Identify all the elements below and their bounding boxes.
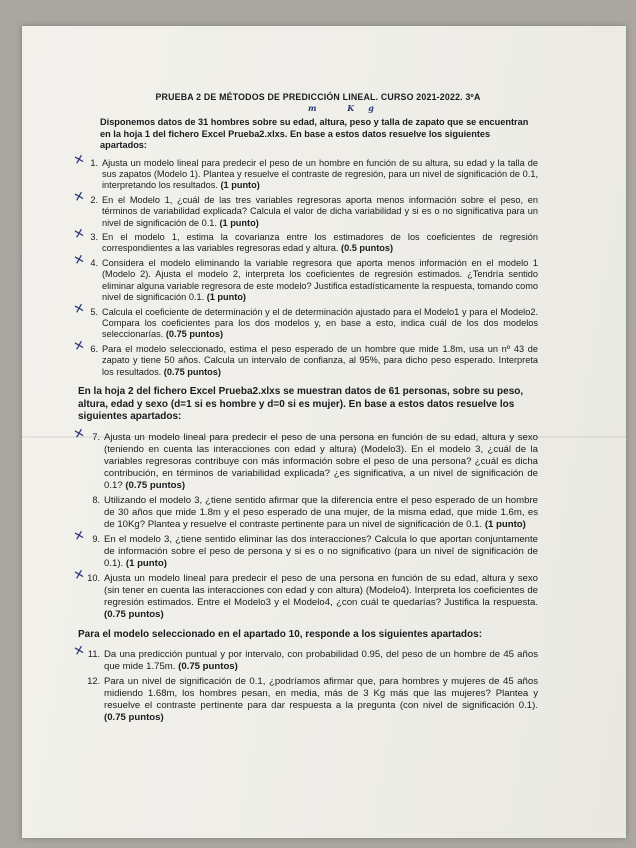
intro-paragraph (78, 103, 538, 151)
question-text: Da una predicción puntual y por intervalo, con probabilidad 0.95, del peso de un hombre de 45 años que mide 1.75m. (0.75 puntos) (104, 649, 538, 673)
question-item (72, 225, 538, 255)
question-item (72, 425, 538, 492)
exam-paper (22, 26, 626, 838)
exam-content (72, 92, 538, 727)
question-number: 4. ✕ (72, 251, 98, 270)
handwritten-check-icon: ✕ (72, 425, 87, 443)
question-text: Considera el modelo eliminando la variable regresora que aporta menos información en el modelo 1 (Modelo 2). Ajusta el modelo 2, interpreta los coeficientes de regresión estimados. ¿Tendría sentido eliminar alguna variable regresora de este modelo? Justifica estadísticamente la respuesta, tomando como nivel de significación 0.1. (1 punto) (102, 257, 538, 303)
section2-heading: En la hoja 2 del fichero Excel Prueba2.xlxs se muestran datos de 61 personas, sobre su peso, altura, edad y sexo (d=1 si es hombre y d=0 si es mujer). En base a estos datos resuelve los siguientes apartados: (78, 385, 524, 423)
question-points: (0.75 puntos) (163, 366, 221, 377)
question-text: Para un nivel de significación de 0.1, ¿podríamos afirmar que, para hombres y mujeres de 45 años midiendo 1.68m, los hombres pesan, en media, más de 3 Kg más que las mujeres? Plantea y resuelve el contraste pertinente para dar respuesta a la pregunta (con nivel de significación 0.1). (0.75 puntos) (104, 676, 538, 724)
handwritten-check-icon: ✕ (72, 225, 87, 244)
intro-text: Disponemos datos de 31 hombres sobre su edad, altura, peso y talla de zapato que se encuentran en la hoja 1 del fichero Excel Prueba2.xlxs. En base a estos datos resuelve los siguientes apartados: (100, 117, 529, 151)
handwritten-check-icon: ✕ (72, 300, 87, 318)
question-text: Utilizando el modelo 3, ¿tiene sentido afirmar que la diferencia entre el peso esperado de un hombre de 30 años que mide 1.8m y el peso esperado de una mujer, de la misma edad, que mide 1.6m, es de 10Kg? Plantea y resuelve el contraste pertinente para un nivel de significación de 0.1. (1 punto) (104, 494, 538, 530)
question-points: (1 punto) (219, 217, 259, 228)
question-points: (0.75 puntos) (104, 608, 164, 620)
question-item (78, 495, 538, 531)
handwritten-check-icon: ✕ (72, 643, 87, 661)
handwritten-note: m Kg (308, 103, 388, 114)
handwritten-check-icon: ✕ (72, 251, 87, 270)
question-item (78, 676, 538, 724)
question-text: En el Modelo 1, ¿cuál de las tres variables regresoras aporta menos información sobre el peso, en términos de variabilidad explicada? Calcula el valor de dicha variabilidad y si es o no significativa para un nivel de significación de 0.1. (1 punto) (102, 194, 538, 228)
question-points: (0.75 puntos) (165, 329, 224, 340)
question-item (72, 337, 538, 378)
question-item (72, 566, 538, 621)
question-text: Ajusta un modelo lineal para predecir el peso de una persona en función de su edad, altura y sexo (sin tener en cuenta las interacciones con edad y con altura) (Modelo4). Interpreta los coeficientes de regresión estimados. Entre el Modelo3 y el Modelo4, ¿con cuál te quedarías? Justifica la respuesta. (0.75 puntos) (104, 572, 538, 620)
question-number: 7. ✕ (72, 425, 100, 443)
section3-heading: Para el modelo seleccionado en el apartado 10, responde a los siguientes apartados: (78, 628, 483, 640)
question-number: 10. ✕ (72, 566, 100, 584)
question-item (72, 151, 538, 192)
question-item (72, 643, 538, 673)
question-points: (0.5 puntos) (341, 243, 394, 254)
handwritten-check-icon: ✕ (72, 337, 87, 355)
question-points: (0.75 puntos) (178, 661, 238, 673)
question-points: (1 punto) (125, 557, 167, 569)
handwritten-check-icon: ✕ (72, 151, 87, 169)
question-text: Calcula el coeficiente de determinación y el de determinación ajustado para el Modelo1 y para el Modelo2. Compara los coeficientes para los dos modelos y, en base a esto, indica cuál de los dos modelos seleccionarías. (0.75 puntos) (102, 306, 538, 340)
exam-title: PRUEBA 2 DE MÉTODOS DE PREDICCIÓN LINEAL. CURSO 2021-2022. 3ºA (155, 92, 481, 102)
question-list-part1 (72, 151, 538, 378)
question-item (72, 188, 538, 229)
question-text: Para el modelo seleccionado, estima el peso esperado de un hombre que mide 1.8m, usa un nº 43 de zapato y tiene 50 años. Calcula un intervalo de confianza, al 95%, para dicho peso esperado. Interpreta los resultados. (0.75 puntos) (102, 343, 538, 377)
handwritten-check-icon: ✕ (72, 527, 87, 545)
question-points: (1 punto) (206, 292, 246, 303)
handwritten-check-icon: ✕ (72, 566, 87, 584)
question-number: 8. (92, 494, 100, 505)
question-number: 3. ✕ (72, 225, 98, 244)
question-points: (0.75 puntos) (125, 479, 186, 491)
question-text: En el modelo 1, estima la covarianza entre los estimadores de los coeficientes de regresión correspondientes a las variables regresoras edad y altura. (0.5 puntos) (102, 232, 538, 254)
question-number: 6. ✕ (72, 337, 98, 355)
question-list-part2 (72, 425, 538, 621)
question-text: Ajusta un modelo lineal para predecir el peso de un hombre en función de su altura, su edad y la talla de sus zapatos (Modelo 1). Plantea y resuelve el contraste de regresión, para un nivel de significación de 0.1, interpretando los resultados. (1 punto) (102, 157, 538, 191)
question-number: 2. ✕ (72, 188, 98, 207)
question-number: 12. (87, 676, 100, 687)
question-text: En el modelo 3, ¿tiene sentido eliminar las dos interacciones? Calcula lo que aportan conjuntamente de información sobre el peso de persona y si es o no significativo (para un nivel de significación de 0.1). (1 punto) (104, 533, 538, 569)
question-number: 11. ✕ (72, 643, 100, 661)
question-points: (0.75 puntos) (104, 712, 164, 724)
question-points: (1 punto) (220, 180, 260, 191)
question-number: 9. ✕ (72, 527, 100, 545)
question-text: Ajusta un modelo lineal para predecir el peso de una persona en función de su edad, altura y sexo (teniendo en cuenta las interacciones con edad y altura) (Modelo3). En el modelo 3, ¿cuál de la variables regresoras contribuye con más información sobre el peso de una persona? ¿cuál es dicha contribución, en términos de variabilidad explicada? ¿es significativa, a un nivel de significación de 0.1? (0.75 puntos) (104, 431, 538, 491)
handwritten-check-icon: ✕ (72, 188, 87, 207)
question-points: (1 punto) (484, 518, 526, 530)
question-list-part3 (72, 643, 538, 724)
question-item (72, 300, 538, 341)
question-item (72, 527, 538, 570)
question-item (72, 251, 538, 304)
question-number: 1. ✕ (72, 151, 98, 169)
question-number: 5. ✕ (72, 300, 98, 318)
